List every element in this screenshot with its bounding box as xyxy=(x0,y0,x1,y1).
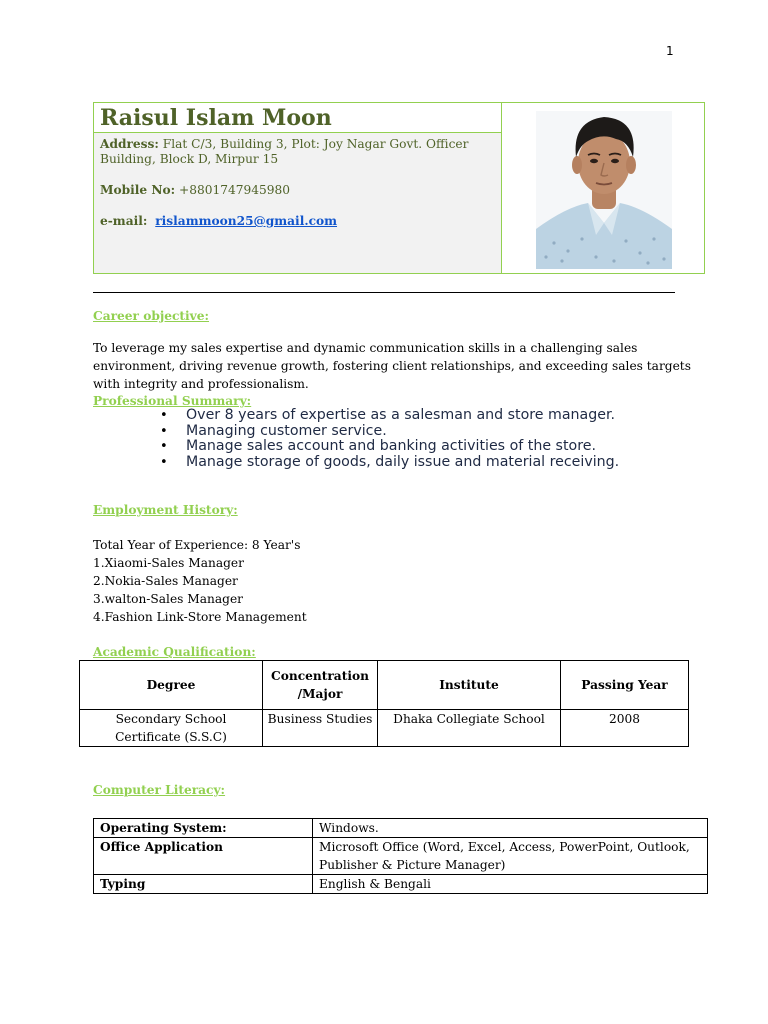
total-experience: Total Year of Experience: 8 Year's xyxy=(93,538,301,552)
column-header: Concentration /Major xyxy=(263,661,378,710)
list-item: 3.walton-Sales Manager xyxy=(93,592,243,606)
column-header: Institute xyxy=(378,661,561,710)
table-cell: Typing xyxy=(94,875,313,894)
mobile-label: Mobile No: xyxy=(100,183,176,197)
mobile xyxy=(100,183,290,198)
table-row xyxy=(94,838,708,875)
employment-list xyxy=(93,536,307,626)
mobile-value: +8801747945980 xyxy=(179,183,291,197)
page-number: 1 xyxy=(666,44,674,58)
address-label: Address: xyxy=(100,137,159,151)
address xyxy=(100,137,480,167)
header-divider xyxy=(93,292,675,293)
computer-literacy-table xyxy=(93,818,708,894)
table-row xyxy=(94,875,708,894)
list-item: 4.Fashion Link-Store Management xyxy=(93,610,307,624)
table-cell: Dhaka Collegiate School xyxy=(378,710,561,747)
profile-photo-image xyxy=(536,111,672,269)
table-cell: English & Bengali xyxy=(313,875,708,894)
table-cell: Office Application xyxy=(94,838,313,875)
table-cell: Windows. xyxy=(313,819,708,838)
address-value: Flat C/3, Building 3, Plot: Joy Nagar Govt. Officer Building, Block D, Mirpur 15 xyxy=(100,137,469,166)
email-label: e-mail: xyxy=(100,214,148,228)
header-block xyxy=(93,102,705,274)
professional-summary-title: Professional Summary: xyxy=(93,394,252,408)
table-row xyxy=(80,710,689,747)
profile-photo xyxy=(536,111,672,269)
column-header: Degree xyxy=(80,661,263,710)
list-item: 2.Nokia-Sales Manager xyxy=(93,574,238,588)
table-cell: Business Studies xyxy=(263,710,378,747)
list-item: • Manage storage of goods, daily issue and material receiving. xyxy=(160,455,619,471)
table-cell: Microsoft Office (Word, Excel, Access, PowerPoint, Outlook, Publisher & Picture Manager) xyxy=(313,838,708,875)
academic-title: Academic Qualification: xyxy=(93,645,256,659)
table-cell: Secondary School Certificate (S.S.C) xyxy=(80,710,263,747)
table-cell: Operating System: xyxy=(94,819,313,838)
career-objective-title: Career objective: xyxy=(93,309,210,323)
email xyxy=(100,214,337,229)
list-item: • Manage sales account and banking activities of the store. xyxy=(160,439,619,455)
table-cell: 2008 xyxy=(561,710,689,747)
list-item: 1.Xiaomi-Sales Manager xyxy=(93,556,244,570)
email-link[interactable]: rislammoon25@gmail.com xyxy=(155,214,338,228)
column-header: Passing Year xyxy=(561,661,689,710)
career-objective-text: To leverage my sales expertise and dynamic communication skills in a challenging sales environment, driving revenue growth, fostering client relationships, and exceeding sales targets with integrity and professionalism. xyxy=(93,341,691,391)
candidate-name: Raisul Islam Moon xyxy=(100,105,332,131)
table-header-row xyxy=(80,661,689,710)
summary-list xyxy=(160,408,619,470)
employment-history-title: Employment History: xyxy=(93,503,238,517)
contact-panel xyxy=(94,103,502,273)
academic-table xyxy=(79,660,689,747)
list-item: • Over 8 years of expertise as a salesman and store manager. xyxy=(160,408,619,424)
name-row xyxy=(94,103,501,133)
table-row xyxy=(94,819,708,838)
computer-literacy-title: Computer Literacy: xyxy=(93,783,226,797)
list-item: • Managing customer service. xyxy=(160,424,619,440)
